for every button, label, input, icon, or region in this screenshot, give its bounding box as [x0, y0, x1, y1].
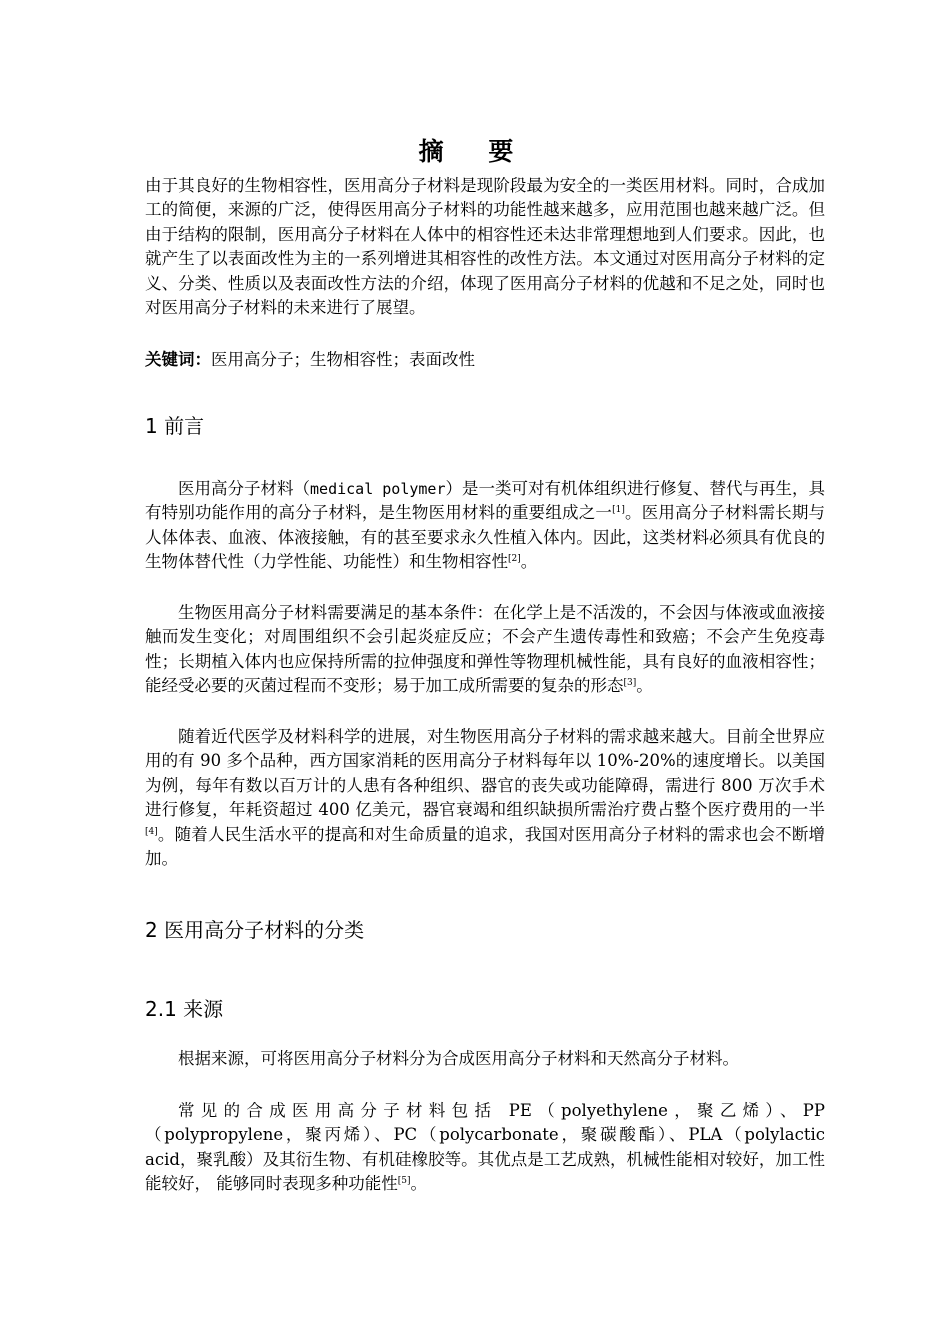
section-1-paragraph-3 — [145, 725, 825, 871]
keywords-line — [145, 348, 825, 372]
section-2-1-paragraph-2 — [145, 1099, 825, 1197]
abstract-title: 摘 要 — [418, 137, 532, 166]
text-run: 。 — [520, 552, 538, 572]
text-run: 常见的合成医用高分子材料包括 PE（polyethylene，聚乙烯）、PP（polypropylene，聚丙烯）、PC（polycarbonate，聚碳酸酯）、PLA（polylactic acid，聚乳酸）及其衍生物、有机硅橡胶等。其优点是工艺成熟，机械性能相对较好，加工性能较好， 能够同时表现多种功能性 — [145, 1101, 825, 1194]
abstract-body: 由于其良好的生物相容性，医用高分子材料是现阶段最为安全的一类医用材料。同时，合成加工的简便，来源的广泛，使得医用高分子材料的功能性越来越多，应用范围也越来越广泛。但由于结构的限制，医用高分子材料在人体中的相容性还未达非常理想地到人们要求。因此，也就产生了以表面改性为主的一系列增进其相容性的改性方法。本文通过对医用高分子材料的定义、分类、性质以及表面改性方法的介绍，体现了医用高分子材料的优越和不足之处，同时也对医用高分子材料的未来进行了展望。 — [145, 176, 825, 318]
text-run: 。 — [636, 676, 653, 696]
citation-ref: [4] — [145, 826, 158, 837]
section-2-1-paragraph-1: 根据来源，可将医用高分子材料分为合成医用高分子材料和天然高分子材料。 — [178, 1049, 739, 1068]
text-run: 。医用高分子材料需长期与人体体表、血液、体液接触，有的甚至要求永久性植入体内。因此，这类材料必须具有优良的生物体替代性（力学性能、功能性）和生物相容性 — [145, 503, 826, 572]
section-1-heading: 1 前言 — [145, 414, 205, 438]
section-2-1-heading: 2.1 来源 — [145, 997, 224, 1021]
keywords-label: 关键词： — [145, 350, 211, 369]
text-run: 。 — [410, 1174, 427, 1194]
citation-ref: [5] — [397, 1176, 411, 1187]
citation-ref: [2] — [508, 554, 521, 565]
text-run: 随着近代医学及材料科学的进展，对生物医用高分子材料的需求越来越大。目前全世界应用的有 90 多个品种，西方国家消耗的医用高分子材料每年以 10%-20%的速度增长。以美国为例，每年有数以百万计的人患有各种组织、器官的丧失或功能障碍，需进行 800 万次手术进行修复，年耗资超过 400 亿美元，器官衰竭和组织缺损所需治疗费占整个医疗费用的一半 — [145, 727, 825, 820]
text-run: 生物医用高分子材料需要满足的基本条件：在化学上是不活泼的，不会因与体液或血液接触而发生变化；对周围组织不会引起炎症反应；不会产生遗传毒性和致癌；不会产生免疫毒性；长期植入体内也应保持所需的拉伸强度和弹性等物理机械性能，具有良好的血液相容性；能经受必要的灭菌过程而不变形；易于加工成所需要的复杂的形态 — [145, 603, 825, 696]
keywords-value: 医用高分子；生物相容性；表面改性 — [211, 350, 475, 369]
section-2-heading: 2 医用高分子材料的分类 — [145, 918, 365, 942]
citation-ref: [1] — [612, 505, 625, 516]
section-1-paragraph-1 — [145, 477, 825, 575]
text-run: ）是一类可对有机体组织进行修复、替代与再生，具有特别功能作用的高分子材料，是生物医用材料的重要组成之一 — [145, 479, 826, 523]
text-run: 医用高分子材料（ — [178, 479, 311, 498]
text-run: 。随着人民生活水平的提高和对生命质量的追求，我国对医用高分子材料的需求也会不断增加。 — [145, 824, 825, 869]
section-1-paragraph-2 — [145, 601, 825, 699]
term-english: medical polymer — [310, 480, 446, 498]
citation-ref: [3] — [623, 678, 637, 689]
